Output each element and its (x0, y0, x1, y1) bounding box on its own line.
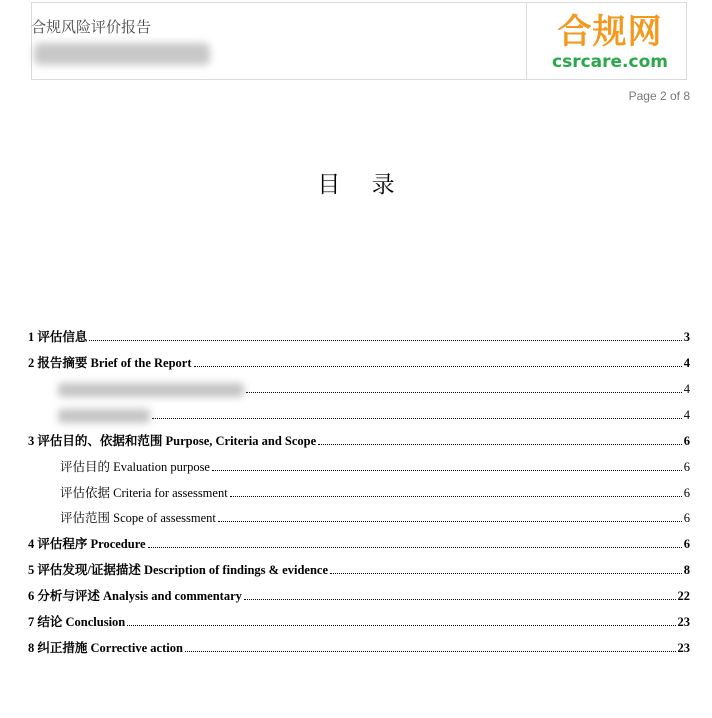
toc-entry-label: 8 纠正措施 Corrective action (28, 641, 183, 655)
toc-entry-label: 评估目的 Evaluation purpose (60, 460, 210, 474)
toc-entry-5[interactable] (28, 562, 690, 578)
toc-entry-3-1[interactable] (60, 459, 690, 475)
report-title: 合规风险评价报告 (31, 18, 152, 36)
toc-page-number: 23 (677, 615, 690, 629)
page-header (31, 2, 687, 80)
toc-entry-label: 4 评估程序 Procedure (28, 537, 146, 551)
toc-entry-label: 评估依据 Criteria for assessment (60, 486, 228, 500)
redacted-entry-label (58, 409, 150, 423)
toc-page-number: 8 (683, 563, 690, 577)
toc-leader-dots (194, 365, 682, 367)
toc-entry-label: 2 报告摘要 Brief of the Report (28, 356, 192, 370)
logo-cn-text: 合规网 (557, 12, 663, 52)
toc-page-number: 4 (683, 356, 690, 370)
toc-leader-dots (330, 572, 682, 574)
toc-entry-3-2[interactable] (60, 485, 690, 501)
toc-leader-dots (127, 624, 675, 626)
toc-leader-dots (246, 391, 682, 393)
toc-entry-label: 6 分析与评述 Analysis and commentary (28, 589, 242, 603)
toc-leader-dots (318, 443, 682, 445)
logo-en-text: csrcare.com (552, 52, 668, 72)
toc-entry-8[interactable] (28, 640, 690, 656)
toc-leader-dots (212, 469, 682, 471)
toc-leader-dots (148, 546, 682, 548)
toc-leader-dots (185, 650, 676, 652)
toc-leader-dots (230, 495, 682, 497)
toc-entry-6[interactable] (28, 588, 690, 604)
toc-leader-dots (218, 520, 682, 522)
toc-entry-label: 评估范围 Scope of assessment (60, 511, 216, 525)
redacted-entry-label (58, 383, 244, 397)
toc-page-number: 4 (683, 408, 690, 422)
toc-leader-dots (152, 417, 682, 419)
toc-entry-label: 3 评估目的、依据和范围 Purpose, Criteria and Scope (28, 434, 317, 448)
toc-entry-2-1[interactable] (58, 381, 690, 397)
toc-entry-2-2[interactable] (58, 407, 690, 423)
toc-entry-2[interactable] (28, 355, 690, 371)
toc-page-number: 6 (683, 537, 690, 551)
toc-leader-dots (244, 598, 676, 600)
toc-entry-label: 1 评估信息 (28, 330, 88, 344)
toc-page-number: 6 (683, 511, 690, 525)
toc-page-number: 3 (683, 330, 690, 344)
toc-entry-7[interactable] (28, 614, 690, 630)
toc-leader-dots (89, 339, 681, 341)
toc-entry-label: 5 评估发现/证据描述 Description of findings & evidence (28, 563, 328, 577)
toc-page-number: 22 (677, 589, 690, 603)
toc-entry-label: 7 结论 Conclusion (28, 615, 126, 629)
toc-title: 目 录 (317, 172, 407, 198)
toc-page-number: 23 (677, 641, 690, 655)
csrcare-logo (550, 13, 670, 71)
page-indicator: Page 2 of 8 (628, 89, 690, 103)
toc-entry-3[interactable] (28, 433, 690, 449)
header-divider (526, 3, 527, 79)
toc-page-number: 6 (683, 434, 690, 448)
redacted-company-name (34, 43, 210, 65)
toc-page-number: 6 (683, 486, 690, 500)
toc-page-number: 4 (683, 382, 690, 396)
toc-entry-1[interactable] (28, 329, 690, 345)
toc-entry-4[interactable] (28, 536, 690, 552)
toc-page-number: 6 (683, 460, 690, 474)
toc-entry-3-3[interactable] (60, 510, 690, 526)
